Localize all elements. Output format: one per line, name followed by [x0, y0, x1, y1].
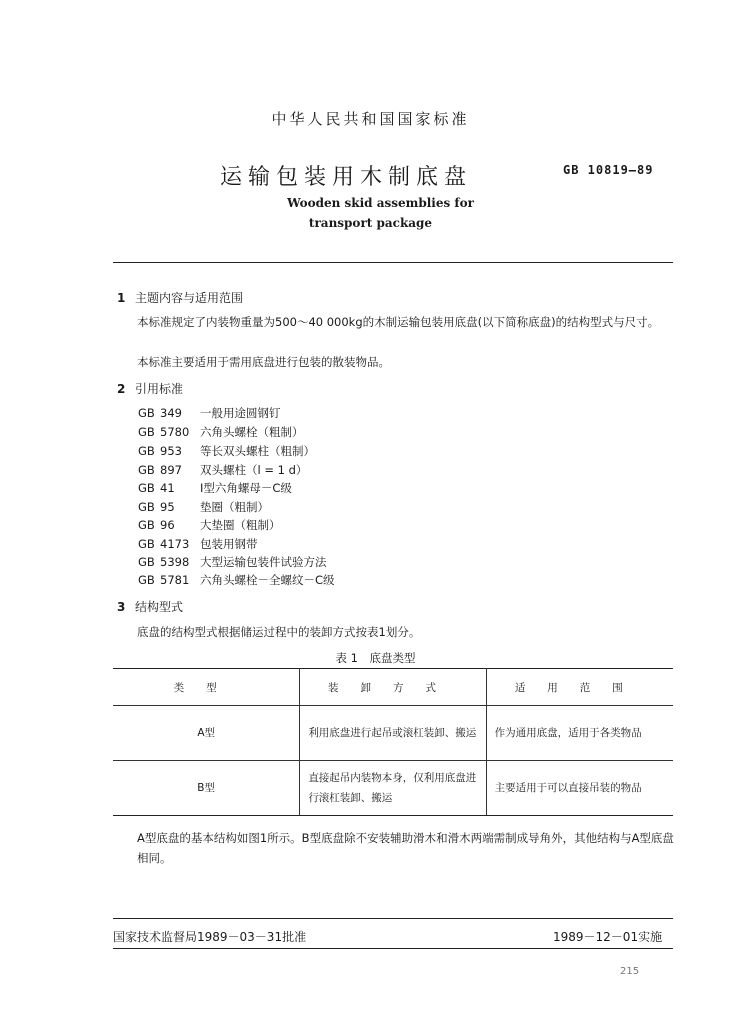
ref-number: 953 — [160, 444, 182, 458]
paragraph-text: 底盘的结构型式根据储运过程中的装卸方式按表1划分。 — [137, 625, 421, 639]
paragraph-text: A型底盘的基本结构如图1所示。B型底盘除不安装辅助滑木和滑木两端需制成导角外，其他结构与A型底盘相同。 — [137, 831, 674, 865]
cell-text: 主要适用于可以直接吊装的物品 — [494, 782, 642, 794]
ref-number: 95 — [160, 500, 175, 514]
skid-type-table — [113, 668, 673, 816]
ref-title: 等长双头螺柱（粗制） — [200, 444, 315, 458]
section-1-heading — [117, 289, 243, 306]
ref-number: 4173 — [160, 537, 190, 551]
after-table-paragraph — [117, 828, 677, 868]
ref-number: 96 — [160, 518, 175, 532]
ref-code: GB — [138, 573, 155, 587]
ref-code: GB — [138, 463, 155, 477]
section-number: 2 — [117, 382, 126, 396]
footer-bottom-rule — [113, 948, 673, 949]
column-header-scope — [486, 669, 673, 706]
section-1-paragraph-1 — [117, 312, 677, 332]
cell-type: B型 — [113, 761, 300, 816]
reference-item — [138, 572, 335, 588]
ref-title: 大垫圈（粗制） — [200, 518, 281, 532]
ref-title: 六角头螺栓－全螺纹－C级 — [200, 573, 335, 587]
ref-code: GB — [138, 500, 155, 514]
reference-item — [138, 443, 315, 459]
section-title: 引用标准 — [135, 382, 184, 396]
approval-date: 国家技术监督局1989－03－31批准 — [113, 930, 307, 944]
ref-code: GB — [138, 406, 155, 420]
section-number: 1 — [117, 291, 126, 305]
ref-number: 349 — [160, 406, 182, 420]
ref-number: 897 — [160, 463, 182, 477]
ref-title: 六角头螺栓（粗制） — [200, 425, 304, 439]
document-title: 运输包装用木制底盘 — [220, 165, 473, 190]
ref-code: GB — [138, 444, 155, 458]
section-3-heading — [117, 598, 183, 615]
ref-title: 垫圈（粗制） — [200, 500, 269, 514]
reference-item — [138, 517, 281, 533]
ref-title: 一般用途圆钢钉 — [200, 406, 281, 420]
reference-item — [138, 462, 307, 478]
table-header-row — [113, 669, 673, 706]
section-1-paragraph-2 — [117, 352, 677, 372]
cell-scope — [486, 761, 673, 816]
ref-code: GB — [138, 518, 155, 532]
ref-number: 5398 — [160, 555, 190, 569]
standard-code: GB 10819—89 — [563, 163, 654, 177]
reference-item — [138, 536, 258, 552]
cell-text: 作为通用底盘，适用于各类物品 — [494, 727, 642, 739]
paragraph-text: 本标准主要适用于需用底盘进行包装的散装物品。 — [137, 355, 390, 369]
page-number: 215 — [620, 966, 640, 977]
section-2-heading — [117, 380, 183, 397]
reference-item — [138, 554, 327, 570]
table-row — [113, 761, 673, 816]
section-number: 3 — [117, 600, 126, 614]
implementation-date: 1989－12－01实施 — [553, 930, 663, 944]
section-title: 结构型式 — [135, 600, 184, 614]
reference-item — [138, 499, 269, 515]
paragraph-text: 本标准规定了内装物重量为500～40 000kg的木制运输包装用底盘(以下简称底盘)的结构型式与尺寸。 — [137, 315, 660, 329]
ref-code: GB — [138, 481, 155, 495]
footer-divider — [113, 918, 673, 919]
ref-code: GB — [138, 555, 155, 569]
ref-number: 41 — [160, 481, 175, 495]
ref-title: I型六角螺母－C级 — [200, 481, 292, 495]
header-text: 装卸方式 — [327, 681, 458, 694]
ref-title: 双头螺柱（l = 1 d） — [200, 463, 308, 477]
header-text: 类型 — [173, 681, 239, 694]
cell-text: 利用底盘进行起吊或滚杠装卸、搬运 — [308, 727, 477, 739]
ref-number: 5780 — [160, 425, 190, 439]
ref-code: GB — [138, 537, 155, 551]
reference-item — [138, 424, 304, 440]
cell-method — [300, 761, 486, 816]
table-caption: 表 1 底盘类型 — [335, 651, 416, 665]
table-row — [113, 706, 673, 761]
column-header-type — [113, 669, 300, 706]
cell-type: A型 — [113, 706, 300, 761]
ref-title: 包装用钢带 — [200, 537, 258, 551]
cell-scope — [486, 706, 673, 761]
column-header-method — [300, 669, 486, 706]
header-divider — [113, 262, 673, 263]
reference-item — [138, 480, 292, 496]
cell-method — [300, 706, 486, 761]
reference-item — [138, 405, 281, 421]
ref-title: 大型运输包装件试验方法 — [200, 555, 327, 569]
section-3-paragraph-1 — [117, 622, 677, 642]
ref-number: 5781 — [160, 573, 190, 587]
ref-code: GB — [138, 425, 155, 439]
cell-text: 直接起吊内装物本身，仅利用底盘进行滚杠装卸、搬运 — [308, 772, 477, 804]
english-title-line1: Wooden skid assemblies for — [287, 196, 474, 210]
country-standard-title: 中华人民共和国国家标准 — [271, 110, 470, 128]
section-title: 主题内容与适用范围 — [135, 291, 244, 305]
english-title-line2: transport package — [308, 216, 433, 230]
header-text: 适用范围 — [514, 681, 645, 694]
